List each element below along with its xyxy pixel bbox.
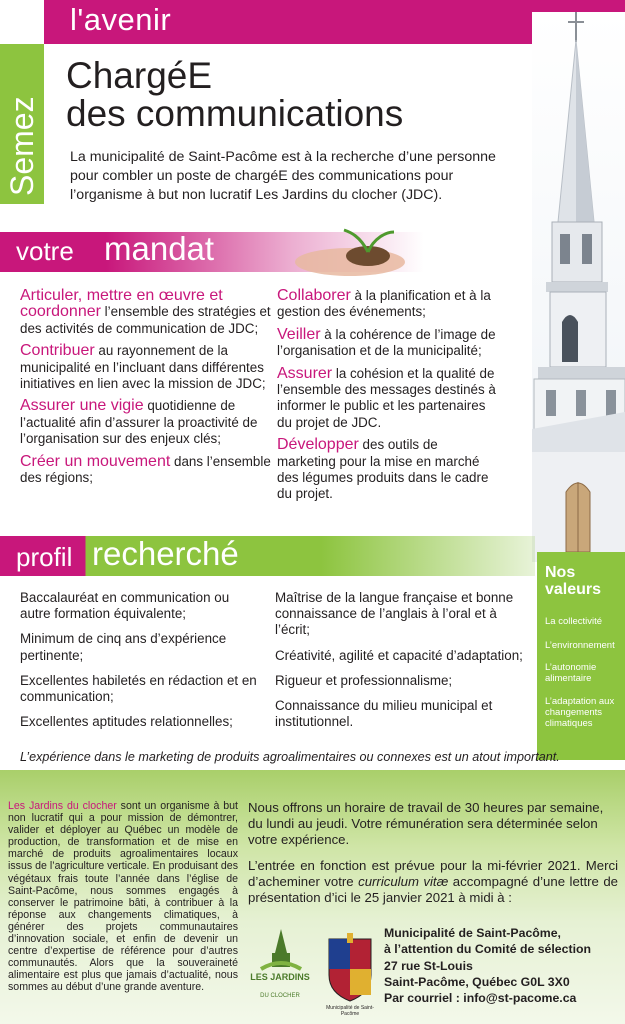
mandat-item: [20, 454, 275, 487]
mandat-text: des outils de marketing pour la mise en marché des légumes produits dans le cadre du projet.: [277, 437, 489, 502]
municipal-logo-caption: Municipalité de Saint-Pacôme: [326, 1005, 374, 1017]
profil-right-column: [275, 590, 533, 739]
top-banner-word: l'avenir: [70, 2, 172, 37]
mandat-item: [277, 366, 499, 432]
contact-email[interactable]: Par courriel : info@st-pacome.ca: [384, 991, 577, 1006]
start-text: L’entrée en fonction est prévue pour la mi-février 2021. Merci d’acheminer votre: [248, 858, 618, 890]
mandat-item: [20, 398, 275, 447]
profil-item: Connaissance du milieu municipal et institutionnel.: [275, 698, 493, 730]
profil-item: Excellentes habiletés en rédaction et en communication;: [20, 672, 257, 705]
mandat-text: au rayonnement de la municipalité en l’incluant dans différentes initiatives en lien avec la mission de JDC;: [20, 343, 266, 392]
value-item: L’autonomie alimentaire: [545, 662, 597, 684]
contact-line: Saint-Pacôme, Québec G0L 3X0: [384, 974, 570, 989]
profil-left-column: [20, 590, 260, 739]
profil-item: Excellentes aptitudes relationnelles;: [20, 714, 233, 730]
contact-line: 27 rue St-Louis: [384, 958, 473, 973]
side-banner: [0, 44, 44, 204]
values-box: [537, 552, 625, 760]
mandat-text: à la cohérence de l’image de l’organisation et de la municipalité;: [277, 326, 496, 359]
mandat-right-column: [277, 288, 499, 509]
church-steeple-image: [532, 12, 625, 562]
value-item: L’environnement: [545, 640, 615, 651]
experience-note: L’expérience dans le marketing de produits agroalimentaires ou connexes est un atout important.: [20, 750, 560, 764]
offer-paragraph: Nous offrons un horaire de travail de 30 heures par semaine, du lundi au jeudi. Votre rémunération sera déterminée selon votre expérience.: [248, 800, 604, 848]
mandat-item: [277, 288, 499, 321]
profil-item: Baccalauréat en communication ou autre formation équivalente;: [20, 590, 230, 622]
mandat-text: quotidienne de l’actualité afin d’assurer la proactivité de l’organisation sur des enjeux clés;: [20, 398, 258, 447]
intro-paragraph: La municipalité de Saint-Pacôme est à la recherche d’une personne pour combler un poste de chargéE des communications pour l’organisme à but non lucratif Les Jardins du clocher (JDC).: [70, 149, 496, 203]
cv-text: curriculum vitæ: [358, 874, 449, 890]
mandat-item: [277, 327, 499, 360]
mandat-text: à la planification et à la gestion des événements;: [277, 288, 491, 320]
mandat-text: dans l’ensemble des régions;: [20, 453, 271, 486]
jdc-logo-line-1: LES JARDINS: [250, 972, 310, 982]
section-banner-mandat: [0, 232, 530, 272]
jdc-logo-sub: DU CLOCHER: [260, 993, 300, 999]
mandat-keyword: Développer: [277, 436, 359, 454]
logos: [245, 925, 380, 1020]
title-line-1: ChargéE: [66, 55, 213, 96]
mandat-text: l’ensemble des stratégies et des activités de communication de JDC;: [20, 304, 271, 336]
banner-word-mandat: mandat: [104, 230, 215, 267]
side-banner-word: Semez: [4, 96, 40, 196]
mandat-text: la cohésion et la qualité de l’ensemble des messages destinés à informer le public et les partenaires du projet de JDC.: [277, 365, 496, 430]
mandat-keyword: Articuler, mettre en œuvre et coordonner: [20, 287, 223, 321]
jdc-name: Les Jardins du clocher: [8, 800, 117, 812]
section-banner-profil: [0, 536, 535, 576]
offer-section: [248, 800, 618, 917]
contact-line: à l’attention du Comité de sélection: [384, 942, 592, 957]
value-item: L’adaptation aux changements climatiques: [545, 696, 615, 729]
mandat-keyword: Contribuer: [20, 342, 95, 360]
mandat-item: [277, 437, 499, 503]
profil-item: Minimum de cinq ans d’expérience pertinente;: [20, 631, 227, 663]
profil-item: Créativité, agilité et capacité d’adaptation;: [275, 647, 523, 663]
values-title: [545, 564, 601, 598]
start-paragraph: [248, 858, 618, 906]
jdc-description: [8, 800, 238, 994]
mandat-item: [20, 343, 275, 392]
mandat-item: [20, 288, 275, 337]
profil-item: Maîtrise de la langue française et bonne connaissance de l’anglais à l’oral et à l’écrit;: [275, 590, 514, 638]
title-line-2: des communications: [66, 93, 404, 134]
start-text-end: accompagné d’une lettre de présentation d’ici le 25 janvier 2021 à midi à :: [248, 874, 618, 906]
profil-item: Rigueur et professionnalisme;: [275, 672, 453, 688]
banner-word-profil: profil: [16, 542, 73, 572]
banner-word-votre: votre: [16, 236, 74, 266]
contact-line: Municipalité de Saint-Pacôme,: [384, 926, 561, 940]
jdc-logo-name: [245, 973, 315, 982]
mandat-keyword: Assurer: [277, 364, 333, 382]
mandat-keyword: Assurer une vigie: [20, 397, 144, 415]
values-title-line-2: valeurs: [545, 581, 602, 598]
page-title: [66, 57, 403, 133]
values-title-line-1: Nos: [545, 564, 576, 581]
jdc-logo-icon: [259, 929, 303, 973]
mandat-keyword: Créer un mouvement: [20, 452, 171, 470]
mandat-keyword: Collaborer: [277, 287, 351, 304]
jdc-text: sont un organisme à but non lucratif qui a pour mission de démontrer, valider et déployer au Québec un modèle de production, de transformation et de mise en marché de produits agroalimentaires locaux issus de l’agriculture verticale. En produisant des végétaux frais toute l’année dans l’église de Saint-Pacôme, nous sommes engagés à conserver le patrimoine bâti, à contribuer à la réponse aux changements climatiques, à générer des projets communautaires d’innovation sociale, et enfin de devenir un centre d’expertise de référence pour d’autres communautés. Alors que la souveraineté alimentaire est plus que jamais d’actualité, nous sommes au début d’une grande aventure.: [8, 800, 239, 994]
value-item: La collectivité: [545, 616, 603, 627]
mandat-left-column: [20, 288, 275, 492]
contact-block: [384, 925, 591, 1006]
hands-seedling-image: [290, 226, 410, 278]
municipal-coat-of-arms-icon: [325, 931, 375, 1003]
banner-word-recherche: recherché: [92, 535, 239, 572]
mandat-keyword: Veiller: [277, 325, 321, 343]
